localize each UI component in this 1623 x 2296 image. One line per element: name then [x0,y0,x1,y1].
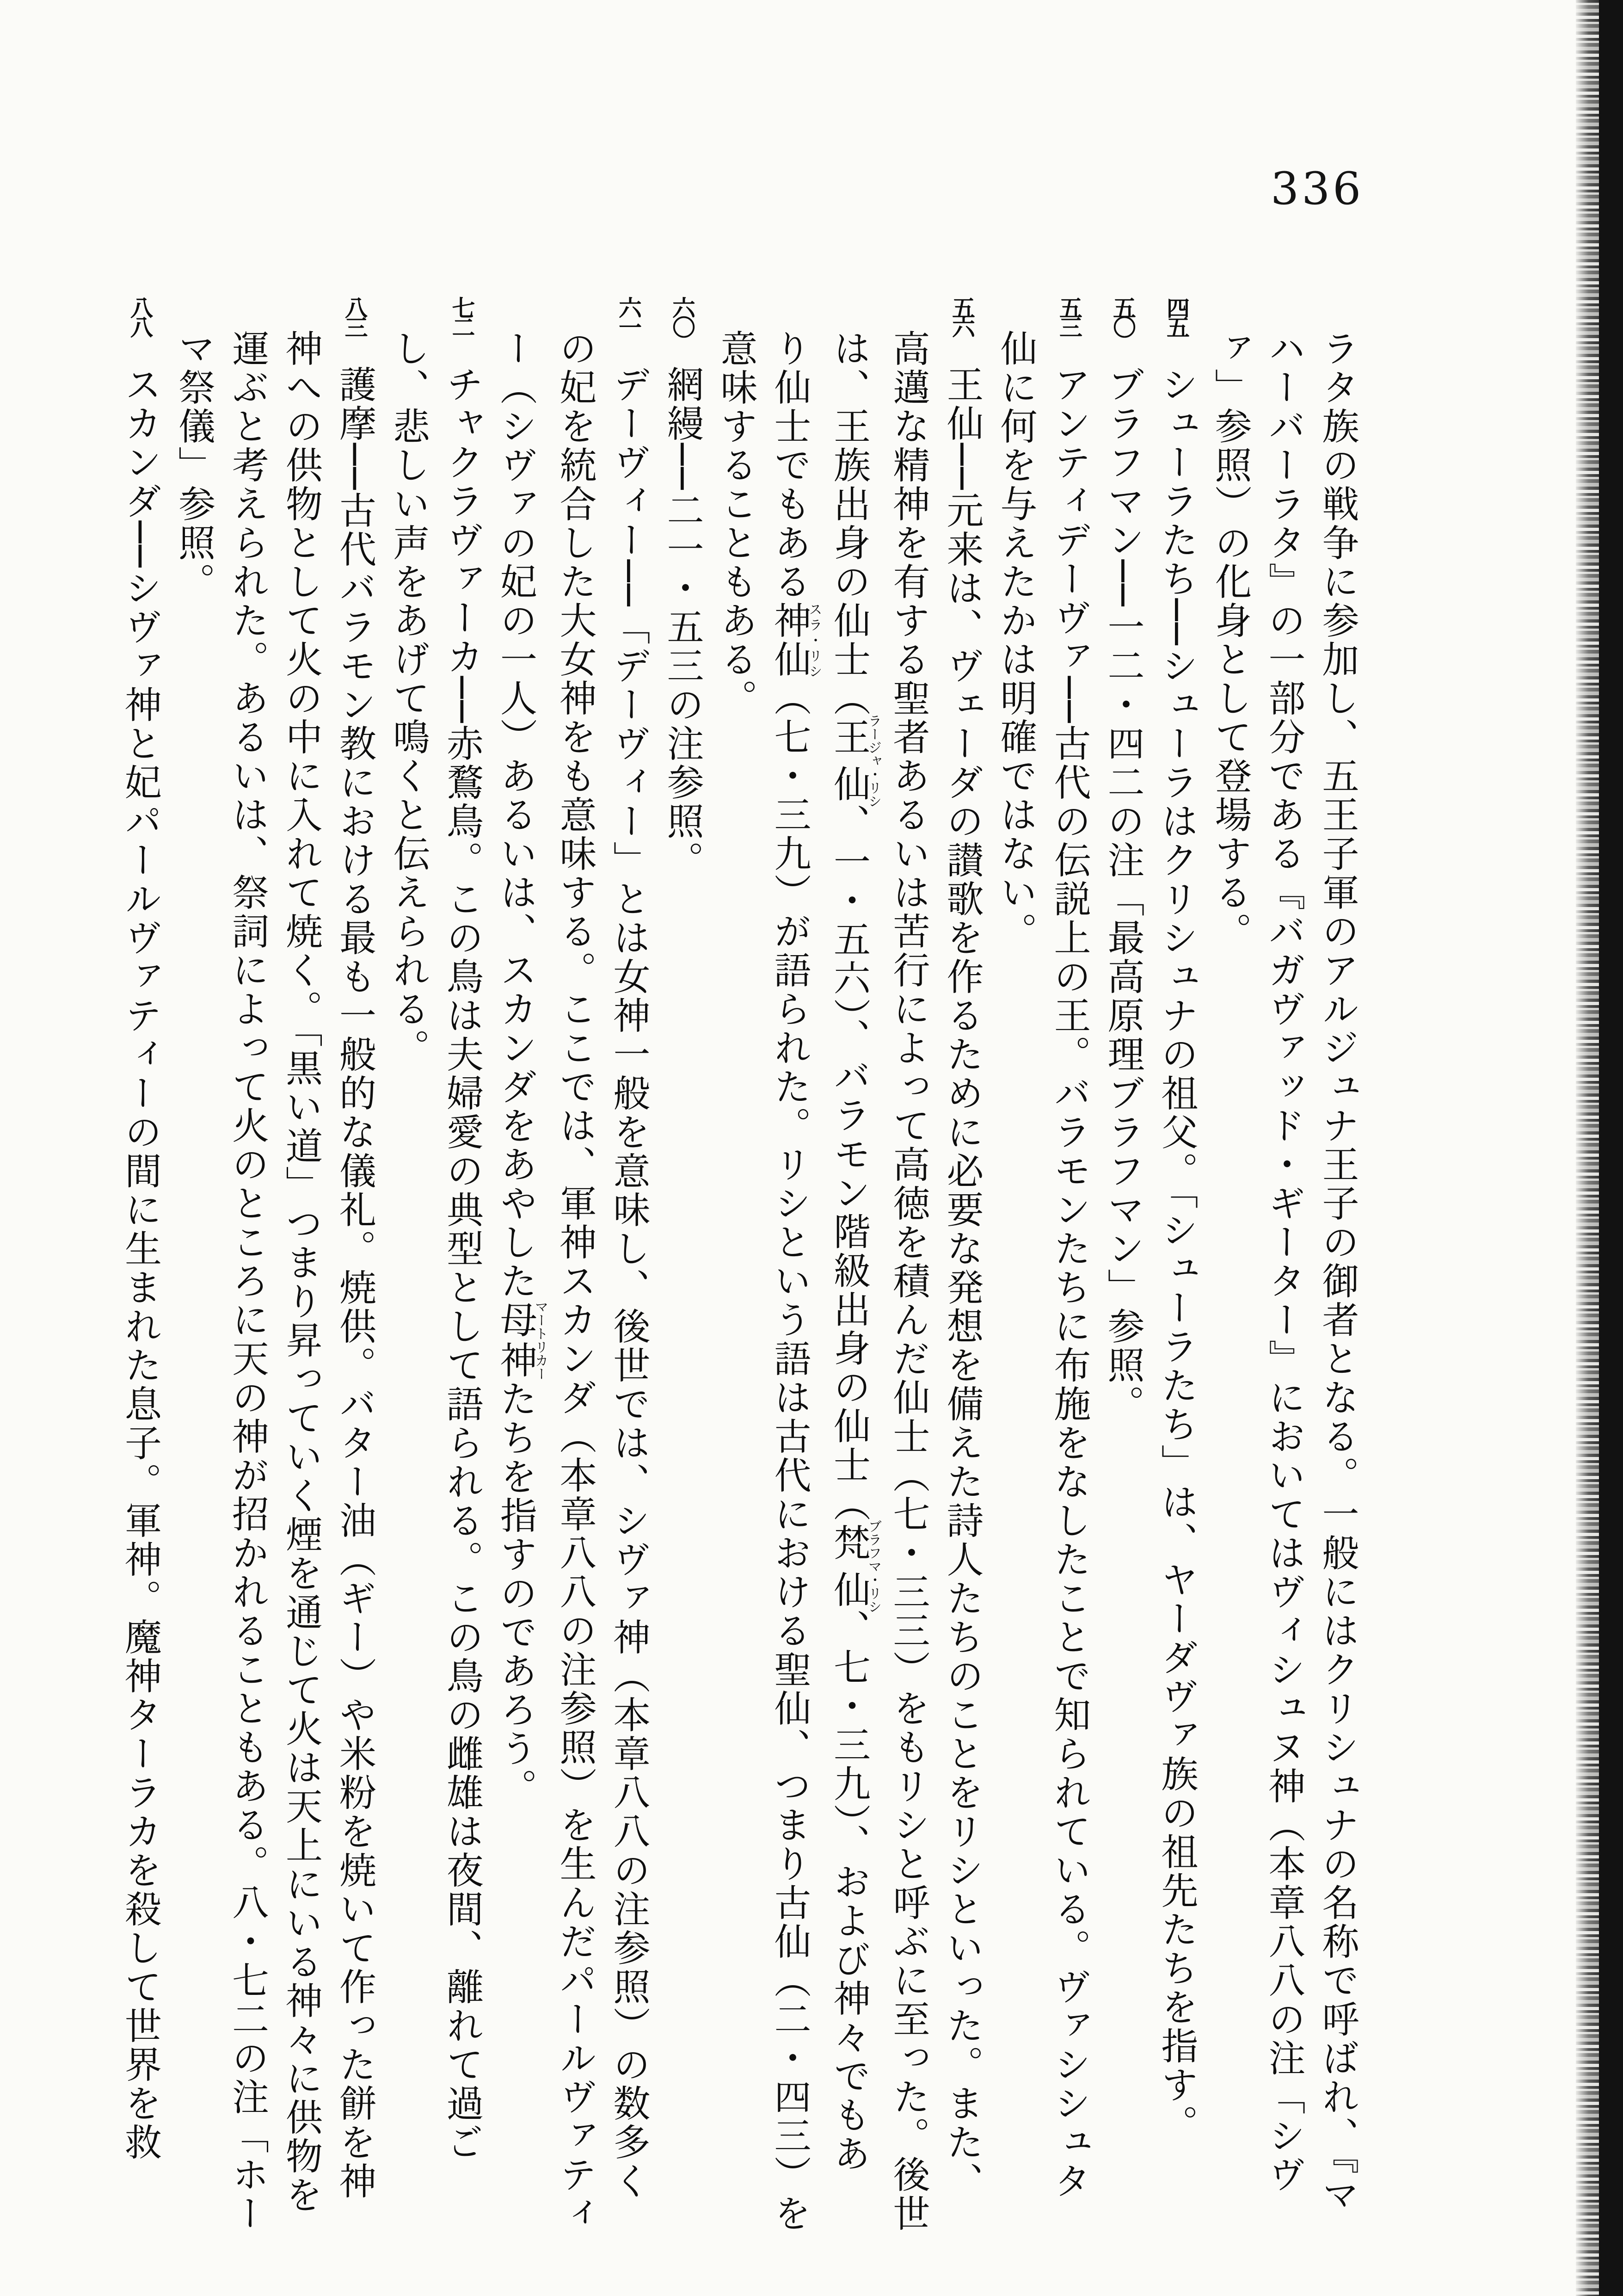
note-number: 八八 [126,296,154,335]
text-column: 四五シューラたち──シューラはクリシュナの祖父。「シューラたち」は、ヤーダヴァ族の祖先たちを指す。 [1155,296,1198,2144]
text-column: 意味することもある。 [714,329,757,718]
text-column: し、悲しい声をあげて鳴くと伝えられる。 [387,329,430,1068]
notes-text [113,296,1365,2296]
text-column: り仙士でもある神仙スラ・リシ（七・三九）が語られた。リシという語は古代における聖仙、つまり古仙（二・四三）を [768,329,823,2233]
text-column: 五六王仙──元来は、ヴェーダの讃歌を作るために必要な発想を備えた詩人たちのことをリシといった。また、 [941,296,984,2201]
note-number: 五六 [948,296,976,335]
note-number: 五三 [1056,296,1083,335]
furigana: スラ・リシ [807,601,823,679]
text-column: 六〇網縵──二一・五三の注参照。 [661,296,704,880]
text-column: 神への供物として火の中に入れて焼く。「黒い道」つまり昇っていく煙を通じて火は天上にいる神々に供物を [279,329,323,2215]
text-column: 八三護摩──古代バラモン教における最も一般的な儀礼。焼供。バター油（ギー）や米粉を焼いて作った餅を神 [333,296,376,2201]
text-column: 運ぶと考えられた。あるいは、祭詞によって火のところに天の神が招かれることもある。八・七二の注「ホー [226,329,269,2233]
page-number: 336 [1271,163,1364,215]
ruby-annotated-word: 母神マートリカー [494,1300,549,1381]
note-number: 八三 [341,296,369,335]
furigana: ブラフマ・リシ [867,1519,882,1613]
text-column: 六一デーヴィー──「デーヴィー」とは女神一般を意味し、後世では、シヴァ神（本章八八の注参照）の数多く [607,296,650,2201]
note-number: 七二 [448,296,476,335]
furigana: ラージャ・リシ [867,714,882,808]
text-column: 七二チャクラヴァーカ──赤鶩鳥。この鳥は夫婦愛の典型として語られる。この鳥の雌雄は夜間、離れて過ご [440,296,484,2162]
text-column: 八八スカンダ──シヴァ神と妃パールヴァティーの間に生まれた息子。軍神。魔神ターラカを殺して世界を救 [118,296,162,2162]
ruby-annotated-word: 王仙ラージャ・リシ [827,714,882,808]
text-column: ァ」参照）の化身として登場する。 [1209,329,1252,951]
text-column: は、王族出身の仙士（王仙ラージャ・リシ、一・五六）、バラモン階級出身の仙士（梵仙ブラフマ・リシ、七・三九）、および神々でもあ [827,329,882,2173]
scan-gutter-bar [1599,0,1623,2296]
text-column: 五三アンティデーヴァ──古代の伝説上の王。バラモンたちに布施をなしたことで知られている。ヴァシシュタ [1048,296,1091,2201]
ruby-annotated-word: 梵仙ブラフマ・リシ [827,1519,882,1613]
text-column: 仙に何を与えたかは明確ではない。 [994,329,1037,951]
text-column: の妃を統合した大女神をも意味する。ここでは、軍神スカンダ（本章八八の注参照）を生んだパールヴァティ [553,329,596,2233]
text-column: 五〇ブラフマン──一二・四二の注「最高原理ブラフマン」参照。 [1101,296,1144,1424]
note-number: 四五 [1163,296,1190,335]
note-number: 六〇 [669,296,696,335]
text-column: ー（シヴァの妃の一人）あるいは、スカンダをあやした母神マートリカーたちを指すのであろう。 [494,329,549,1807]
text-column: ラタ族の戦争に参加し、五王子軍のアルジュナ王子の御者となる。一般にはクリシュナの名称で呼ばれ、『マ [1316,329,1359,2215]
ruby-annotated-word: 神仙スラ・リシ [768,601,823,679]
text-column: 高邁な精神を有する聖者あるいは苦行によって高徳を積んだ仙士（七・三三）をもリシと呼ぶに至った。後世 [887,329,930,2233]
furigana: マートリカー [533,1300,549,1381]
note-number: 五〇 [1109,296,1137,335]
note-number: 六一 [615,296,642,335]
text-column: マ祭儀」参照。 [172,329,215,601]
scan-gutter-speckle [1576,0,1599,2296]
text-column: ハーバーラタ』の一部分である『バガヴァッド・ギーター』においてはヴィシュヌ神（本章八八の注「シヴ [1262,329,1305,2194]
